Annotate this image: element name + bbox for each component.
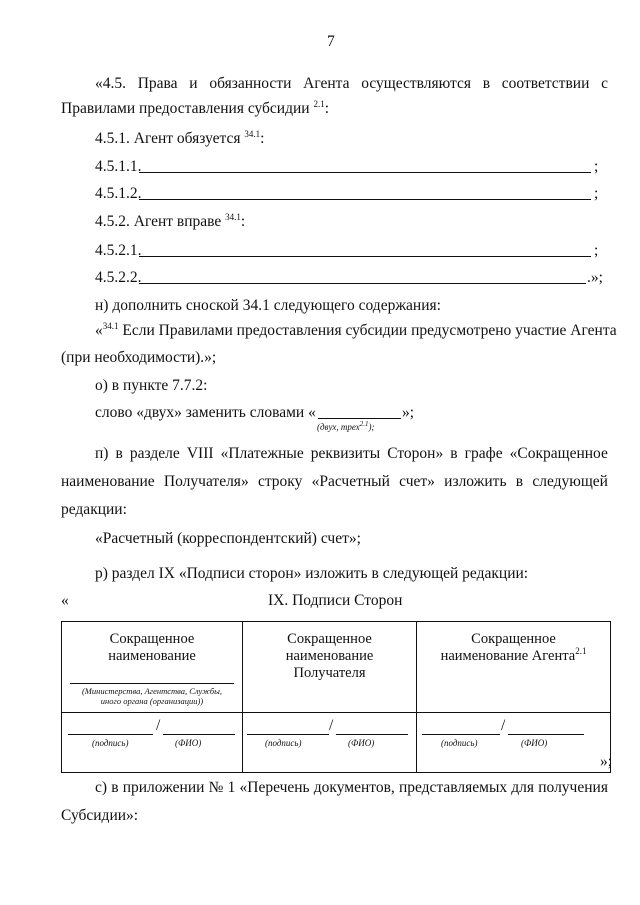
col2-line3: Получателя [293, 665, 366, 681]
word: п) [95, 445, 109, 462]
section-open-quote: « [61, 592, 69, 609]
col1-line1: Сокращенное [109, 631, 195, 647]
fill-in-line-4-5-2-1[interactable] [139, 256, 591, 257]
paragraph-4-5-2 [95, 213, 245, 231]
replace-hint-end: ); [368, 422, 375, 432]
paragraph-4-5-line1 [95, 75, 608, 93]
paragraph-4-5-2-text: 4.5.2. Агент вправе [95, 213, 222, 230]
signature-table [61, 621, 611, 773]
colon: : [240, 213, 246, 230]
item-n: н) дополнить сноской 34.1 следующего содержания: [95, 297, 441, 314]
col1-hint2: иного органа (организации)) [100, 696, 204, 706]
word: документов, [313, 779, 395, 796]
signature-line-3[interactable] [422, 734, 500, 735]
word: в [111, 779, 119, 796]
word: счет» [399, 473, 435, 490]
paragraph-4-5-1-text: 4.5.1. Агент обязуется [95, 130, 241, 147]
name-label: (ФИО) [521, 738, 548, 748]
sig-table-col1-header [62, 622, 243, 713]
word: Сторон» [387, 445, 444, 462]
quote-account: «Расчетный (корреспондентский) счет»; [95, 530, 361, 547]
word: для [511, 779, 535, 796]
fill-in-line-4-5-1-1[interactable] [139, 172, 591, 173]
word: в [115, 445, 123, 462]
paragraph-4-5-line2 [61, 100, 329, 118]
sign-label: (подпись) [441, 738, 478, 748]
word: изложить [444, 473, 507, 490]
footnote-34-1-line2: (при необходимости).»; [61, 349, 217, 366]
word: Агента [303, 75, 350, 92]
footnote-ref-2-1: 2.1 [359, 420, 369, 428]
word: VIII [186, 445, 214, 462]
word: «Платежные [220, 445, 304, 462]
sig-table-col3-header [417, 622, 611, 713]
col2-line2: наименование [285, 648, 374, 664]
footnote-ref-2-1: 2.1 [575, 646, 587, 657]
fio-line-2[interactable] [336, 734, 408, 735]
col2-line1: Сокращенное [287, 631, 372, 647]
item-4-5-2-2-end: .»; [587, 269, 603, 286]
col3-line2: наименование Агента [440, 648, 576, 664]
paragraph-4-5-1 [95, 130, 264, 148]
word: реквизиты [310, 445, 381, 462]
word: строку [257, 473, 303, 490]
word: наименование [61, 473, 155, 490]
colon: : [324, 100, 330, 117]
item-4-5-2-1-end: ; [594, 242, 599, 259]
item-p-line3: редакции: [61, 501, 127, 518]
word: осуществляются [361, 75, 471, 92]
word: «4.5. [95, 75, 126, 92]
item-4-5-1-2-label: 4.5.1.2. [95, 185, 142, 202]
sig-table-col2-header [243, 622, 417, 713]
item-o: о) в пункте 7.7.2: [95, 377, 208, 394]
section-title: IX. Подписи Сторон [268, 592, 403, 609]
word: представляемых [398, 779, 508, 796]
item-s-line2: Субсидии»: [61, 807, 139, 824]
word: соответствии [501, 75, 590, 92]
fill-in-line-words[interactable] [318, 418, 401, 419]
sign-label: (подпись) [92, 738, 129, 748]
item-4-5-2-2-label: 4.5.2.2. [95, 269, 142, 286]
col1-line2: наименование [108, 648, 196, 664]
item-r: р) раздел IX «Подписи сторон» изложить в следующей редакции: [95, 565, 529, 582]
col1-name-line[interactable] [70, 683, 234, 684]
word: «Перечень [239, 779, 310, 796]
paragraph-4-5-text: Правилами предоставления субсидии [61, 100, 310, 117]
item-s-line1 [95, 779, 608, 797]
word: с) [95, 779, 108, 796]
slash: / [329, 717, 334, 734]
table-close-quote: »; [600, 753, 613, 770]
word: и [189, 75, 198, 92]
colon: : [260, 130, 265, 147]
footnote-34-1-line1 [95, 322, 617, 340]
sig-cell-1 [62, 713, 243, 773]
page-number: 7 [327, 33, 335, 50]
fio-line-3[interactable] [508, 734, 584, 735]
footnote-ref-34-1: 34.1 [225, 211, 241, 222]
sign-label: (подпись) [265, 738, 302, 748]
word: разделе [129, 445, 180, 462]
signature-line-1[interactable] [68, 734, 153, 735]
col1-hint1: (Министерства, Агентства, Службы, [81, 686, 223, 696]
word: графе [464, 445, 503, 462]
fio-line-1[interactable] [163, 734, 235, 735]
word: с [601, 75, 608, 92]
word: в [482, 75, 491, 92]
sig-cell-2 [243, 713, 417, 773]
word: «Расчетный [311, 473, 390, 490]
replace-text: слово «двух» заменить словами « [95, 404, 316, 421]
col3-line1: Сокращенное [471, 631, 556, 647]
name-label: (ФИО) [348, 738, 375, 748]
item-4-5-2-1-label: 4.5.2.1. [95, 242, 142, 259]
word: № [208, 779, 224, 796]
word: в [450, 445, 458, 462]
word: получения [538, 779, 608, 796]
open-quote: « [95, 322, 103, 339]
word: «Сокращенное [509, 445, 608, 462]
fill-in-line-4-5-2-2[interactable] [139, 283, 586, 284]
footnote-ref-34-1: 34.1 [102, 320, 119, 331]
word: следующей [532, 473, 608, 490]
word: 1 [227, 779, 236, 796]
footnote-text: Если Правилами предоставления субсидии предусмотрено участие Агента [118, 322, 617, 339]
footnote-ref-2-1: 2.1 [313, 98, 325, 109]
sig-cell-3 [417, 713, 611, 773]
slash: / [156, 717, 161, 734]
col3-line2-wrap [417, 648, 610, 665]
item-4-5-1-2-end: ; [594, 185, 599, 202]
name-label: (ФИО) [175, 738, 202, 748]
item-p-line2 [61, 473, 608, 491]
signature-line-2[interactable] [247, 734, 329, 735]
fill-in-line-4-5-1-2[interactable] [139, 199, 591, 200]
word: Права [137, 75, 178, 92]
replace-hint-text: (двух, трех [317, 422, 360, 432]
word: Получателя» [163, 473, 249, 490]
replace-hint [317, 422, 374, 432]
word: приложении [122, 779, 205, 796]
item-4-5-1-1-label: 4.5.1.1. [95, 158, 142, 175]
item-p-line1 [95, 445, 608, 463]
replace-end: »; [402, 404, 415, 421]
word: в [515, 473, 524, 490]
slash: / [501, 717, 506, 734]
item-4-5-1-1-end: ; [594, 158, 599, 175]
word: обязанности [209, 75, 292, 92]
footnote-ref-34-1: 34.1 [244, 128, 261, 139]
